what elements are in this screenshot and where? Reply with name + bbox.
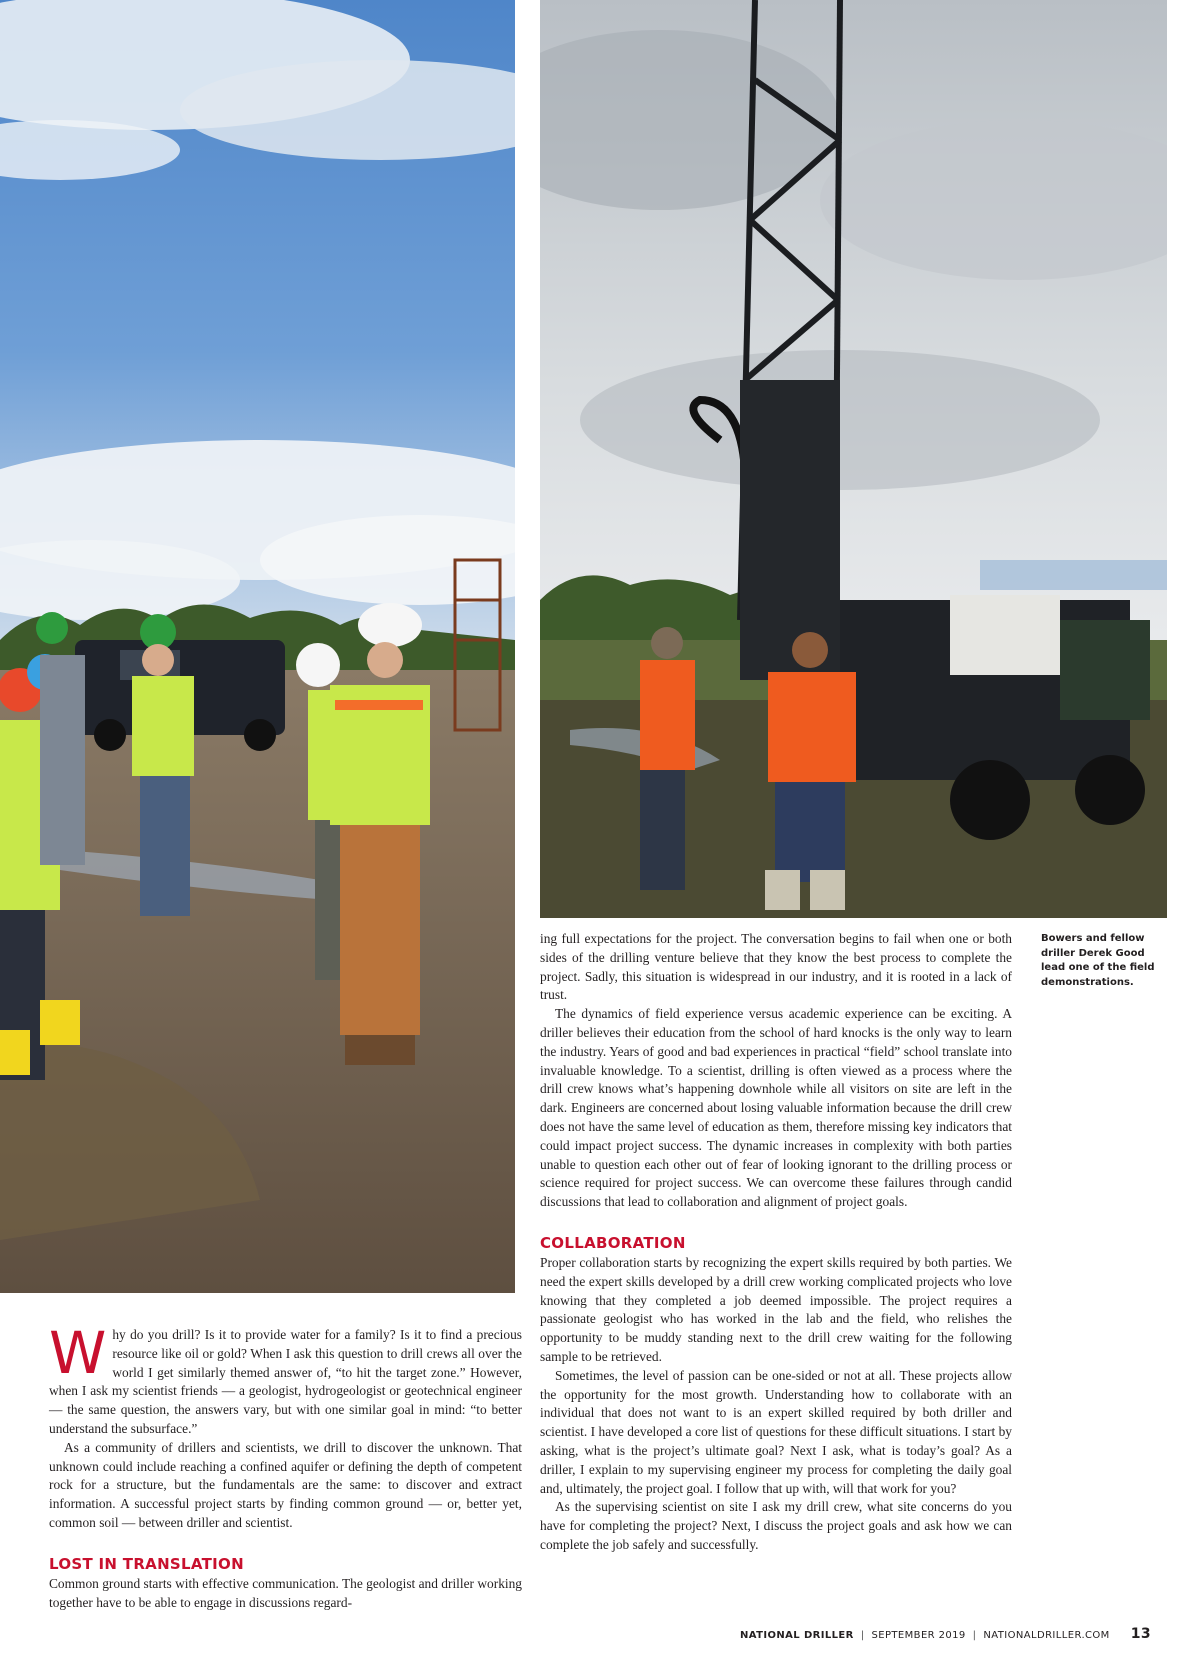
article-column-right xyxy=(540,930,1012,1555)
intro-text: hy do you drill? Is it to provide water for a family? Is it to find a precious resource like oil or gold? When I ask this question to drill crews all over the world I get similarly themed answer of, “to hit the target zone.” However, when I ask my scientist friends — a geologist, hydrogeologist or geotechnical engineer — the same question, the answers vary, but with one similar goal in mind: “to better understand the subsurface.” xyxy=(49,1327,522,1436)
paragraph-common-ground: Common ground starts with effective communication. The geologist and driller working together have to be able to engage in discussions regard- xyxy=(49,1575,522,1610)
article-column-left xyxy=(49,1319,522,1612)
photo-drill-rig xyxy=(540,0,1167,918)
website-link[interactable]: NATIONALDRILLER.COM xyxy=(983,1630,1110,1641)
paragraph-dynamics: The dynamics of field experience versus academic experience can be exciting. A driller believes their education from the school of hard knocks is the only way to learn the industry. Years of good and bad experiences in practical “field” school translate into invaluable knowledge. To a scientist, drilling is often viewed as a process where the drill crew knows what’s happening downhole while all visitors on site are left in the dark. Engineers are concerned about losing valuable information because the drill crew does not have the same level of education as them, therefore missing key indicators that could impact project success. The dynamic increases in complexity with both parties unable to question each other out of fear of looking ignorant to the drilling process or science required for project success. We can overcome these failures through candid discussions that lead to collaboration and alignment of project goals. xyxy=(540,1006,1012,1210)
footer-separator: | xyxy=(860,1630,865,1641)
intro-paragraph xyxy=(49,1319,522,1439)
paragraph-passion: Sometimes, the level of passion can be one-sided or not at all. These projects allow the opportunity for the most growth. Understanding how to collaborate with an individual that does not want to is an expert skilled required by both driller and scientist. I have developed a core list of questions for these difficult situations. I start by asking, what is the project’s ultimate goal? Next I ask, what is today’s goal? As a driller, I explain to my supervising engineer my process for completing the daily goal and, ultimately, the project goal. I follow that up with, will that work for you? xyxy=(540,1367,1012,1496)
page-footer xyxy=(740,1626,1151,1642)
paragraph-expectations: ing full expectations for the project. The conversation begins to fail when one or both sides of the drilling venture believe that they know the best process to complete the project. Sadly, this situation is widespread in our industry, and it is rooted in a lack of trust. xyxy=(540,931,1012,1003)
publication-name: NATIONAL DRILLER xyxy=(740,1630,854,1641)
footer-separator: | xyxy=(972,1630,977,1641)
drop-cap: W xyxy=(49,1319,107,1387)
paragraph-community: As a community of drillers and scientists, we drill to discover the unknown. That unknown could include reaching a confined aquifer or defining the depth of competent rock for a structure, but the fundamentals are the same: to discover and extract information. A successful project starts by finding common ground — or, better yet, common soil — between driller and scientist. xyxy=(49,1439,522,1530)
issue-date: SEPTEMBER 2019 xyxy=(871,1630,966,1641)
photo-field-demonstration xyxy=(0,0,515,1293)
subhead-lost-in-translation: LOST IN TRANSLATION xyxy=(49,1554,244,1573)
subhead-collaboration: COLLABORATION xyxy=(540,1233,686,1252)
page-number: 13 xyxy=(1130,1626,1151,1642)
paragraph-proper-collaboration: Proper collaboration starts by recognizing the expert skills required by both parties. We need the expert skills developed by a drill crew working complicated projects who love knowing that they completed a job deemed impossible. The project requires a passionate geologist who has worked in the lab and the field, who relishes the opportunity to be muddy standing next to the drill crew waiting for the following sample to be retrieved. xyxy=(540,1254,1012,1364)
photo-caption: Bowers and fellow driller Derek Good lead one of the field demonstrations. xyxy=(1041,933,1155,988)
paragraph-supervising-scientist: As the supervising scientist on site I ask my drill crew, what site concerns do you have for completing the project? Next, I discuss the project goals and ask how we can complete the job safely and successfully. xyxy=(540,1499,1012,1552)
